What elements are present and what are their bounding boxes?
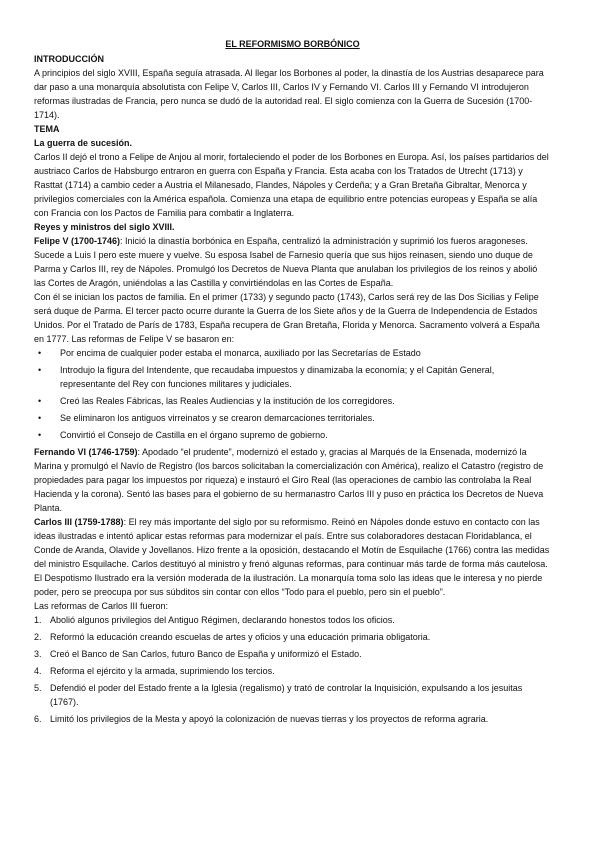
carlos-reforms-list [34, 613, 551, 726]
list-number: 6. [34, 714, 42, 724]
war-paragraph: Carlos II dejó el trono a Felipe de Anjou al morir, fortaleciendo el poder de los Borbones en Europa. Así, los países partidarios del austriaco Carlos de Habsburgo entraron en guerra con España y Francia. Esta acaba con los Tratados de Utrecht (1713) y Rasttat (1714) a cambio ceder a Austria el Milanesado, Flandes, Nápoles y Cerdeña; y a Gran Bretaña Gibraltar, Menorca y privilegios comerciales con la América española. Comienza una etapa de equilibrio entre potencias europeas y España se alía con Francia con los Pactos de Familia para combatir a Inglaterra. [34, 152, 549, 218]
list-item-text: Convirtió el Consejo de Castilla en el órgano supremo de gobierno. [60, 430, 328, 440]
bullet-icon: • [38, 413, 42, 423]
pacts-paragraph: Con él se inician los pactos de familia. En el primer (1733) y segundo pacto (1743), Carlos será rey de las Dos Sicilias y Felipe será duque de Parma. El tercer pacto ocurre durante la Guerra de los Siete años y de la Guerra de Independencia de Estados Unidos. Por el Tratado de París de 1783, España recupera de Gran Bretaña, Florida y Menorca. Sacramento volverá a España en 1777. Las reformas de Felipe V se basaron en: [34, 292, 540, 344]
list-item [38, 428, 551, 442]
list-item-text: Limitó los privilegios de la Mesta y apoyó la colonización de nuevas tierras y los proyectos de reforma agraria. [50, 714, 489, 724]
list-item [34, 681, 551, 709]
felipe-reforms-list [34, 346, 551, 442]
fernando-paragraph [34, 445, 551, 515]
list-item-text: Por encima de cualquier poder estaba el monarca, auxiliado por las Secretarías de Estado [60, 348, 421, 358]
page-title: EL REFORMISMO BORBÓNICO [225, 39, 360, 49]
war-heading: La guerra de sucesión. [34, 138, 133, 148]
felipe-text: : Inició la dinastía borbónica en España, centralizó la administración y suprimió los fueros aragoneses. Sucede a Luis I pero este muere y vuelve. Su esposa Isabel de Farnesio quería que sus hijos reinasen, siendo uno duque de Parma y Carlos III, rey de Nápoles. Promulgó los Decretos de Nueva Planta que anulaban los privilegios de los reinos y abolió las Cortes de Aragón, uniéndolas a las Castilla y convirtiéndolas en las Cortes de España. [34, 236, 538, 288]
list-number: 3. [34, 649, 42, 659]
list-item [34, 613, 551, 627]
fernando-text: : Apodado “el prudente”, modernizó el estado y, gracias al Marqués de la Ensenada, modernizó la Marina y promulgó el Navío de Registro (los barcos solicitaban la comercialización con América), realizo el Catastro (registro de propiedades para pagar los impuestos por riqueza) e instauró el Giro Real (las operaciones de cambio las controlaba la Real Hacienda y la corona). Sentó las bases para el gobierno de su hermanastro Carlos III y puso en práctica los Decretos de Nueva Planta. [34, 447, 544, 513]
carlos-paragraph [34, 515, 551, 571]
felipe-name: Felipe V (1700-1746) [34, 236, 121, 246]
list-item [34, 630, 551, 644]
list-number: 5. [34, 683, 42, 693]
list-item [38, 363, 551, 391]
list-item-text: Abolió algunos privilegios del Antiguo Régimen, declarando honestos todos los oficios. [50, 615, 395, 625]
list-number: 2. [34, 632, 42, 642]
felipe-paragraph [34, 234, 551, 290]
intro-heading: INTRODUCCIÓN [34, 54, 104, 64]
kings-heading: Reyes y ministros del siglo XVIII. [34, 222, 175, 232]
list-number: 4. [34, 666, 42, 676]
list-item [38, 346, 551, 360]
list-item [34, 647, 551, 661]
tema-heading: TEMA [34, 124, 60, 134]
list-item-text: Defendió el poder del Estado frente a la Iglesia (regalismo) y trató de controlar la Inquisición, expulsando a los jesuitas (1767). [50, 683, 523, 707]
bullet-icon: • [38, 396, 42, 406]
list-item [34, 712, 551, 726]
list-item-text: Creó el Banco de San Carlos, futuro Banco de España y uniformizó el Estado. [50, 649, 362, 659]
list-item-text: Reforma el ejército y la armada, suprimiendo los tercios. [50, 666, 275, 676]
list-item-text: Se eliminaron los antiguos virreinatos y se crearon demarcaciones territoriales. [60, 413, 375, 423]
bullet-icon: • [38, 348, 42, 358]
carlos-reforms-intro: Las reformas de Carlos III fueron: [34, 601, 169, 611]
list-number: 1. [34, 615, 42, 625]
list-item-text: Introdujo la figura del Intendente, que recaudaba impuestos y dinamizaba la economía; y el Capitán General, representante del Rey con funciones militares y judiciales. [60, 365, 495, 389]
bullet-icon: • [38, 430, 42, 440]
carlos-text: : El rey más importante del siglo por su reformismo. Reinó en Nápoles donde estuvo en contacto con las ideas ilustradas e intentó aplicar estas reformas para modernizar el país. Entre sus colaboradores destacan Floridablanca, el Conde de Aranda, Olavide y Jovellanos. Hizo frente a la oposición, destacando el Motín de Esquilache (1766) contra las medidas del ministro Esquilache. Carlos destituyó al ministro y frenó algunas reformas, para continuar más tarde de forma más cautelosa. [34, 517, 550, 569]
list-item [34, 664, 551, 678]
list-item-text: Creó las Reales Fábricas, las Reales Audiencias y la institución de los corregidores. [60, 396, 395, 406]
list-item [38, 394, 551, 408]
fernando-name: Fernando VI (1746-1759) [34, 447, 138, 457]
list-item-text: Reformó la educación creando escuelas de artes y oficios y una educación primaria obligatoria. [50, 632, 431, 642]
carlos-name: Carlos III (1759-1788) [34, 517, 124, 527]
intro-paragraph: A principios del siglo XVIII, España seguía atrasada. Al llegar los Borbones al poder, la dinastía de los Austrias desaparece para dar paso a una monarquía absolutista con Felipe V, Carlos III, Carlos IV y Fernando VI. Carlos III y Fernando VI introdujeron reformas ilustradas de Francia, pero nunca se dudó de la autoridad real. El siglo comienza con la Guerra de Sucesión (1700-1714). [34, 68, 544, 120]
list-item [38, 411, 551, 425]
despotism-paragraph: El Despotismo Ilustrado era la versión moderada de la ilustración. La monarquía toma solo las ideas que le interesa y no pierde poder, pero se preocupa por sus súbditos sin contar con ellos “Todo para el pueblo, pero sin el pueblo”. [34, 573, 543, 597]
bullet-icon: • [38, 365, 42, 375]
